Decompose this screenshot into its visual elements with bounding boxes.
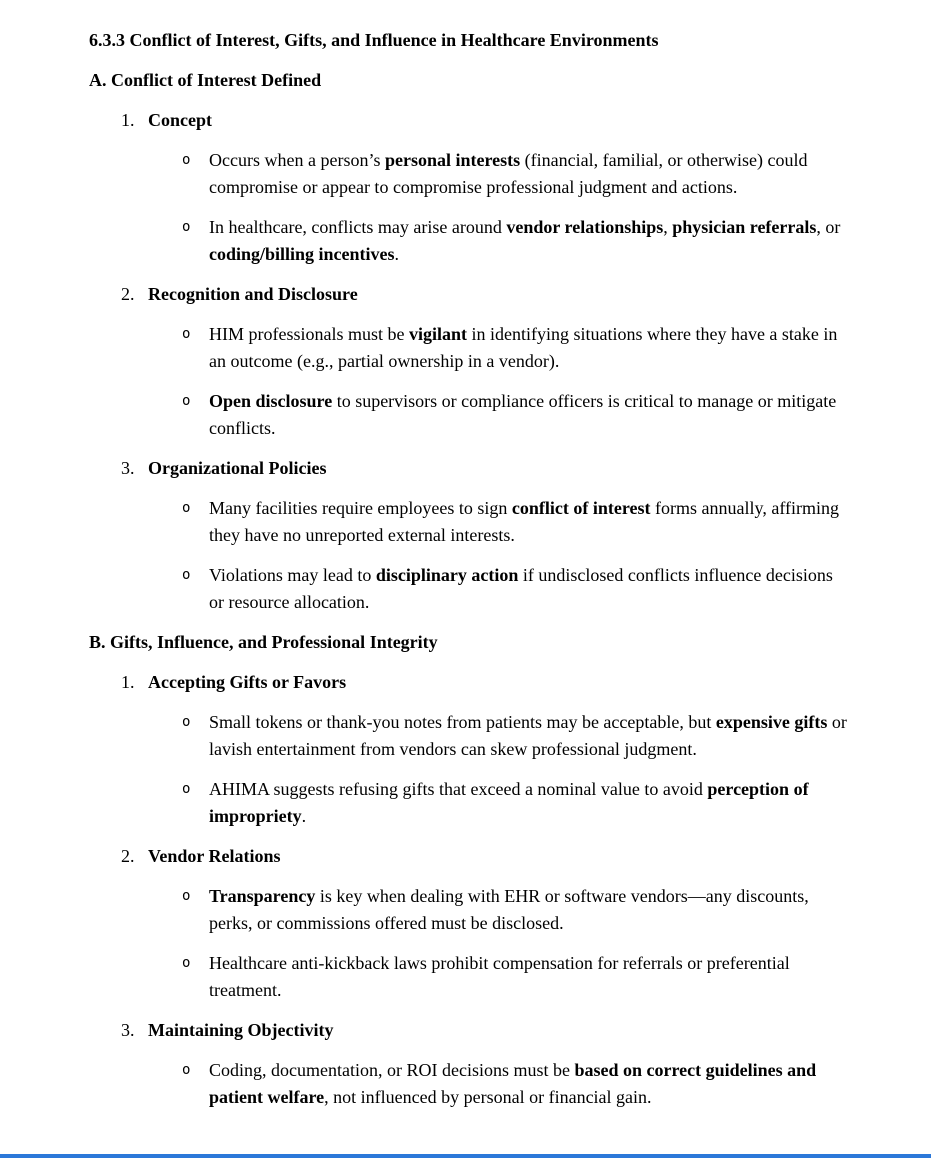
list-item-number: 1.	[121, 672, 135, 692]
bullet-item	[89, 883, 851, 937]
bullet-text: Many facilities require employees to sign conflict of interest forms annually, affirming they have no unreported external interests.	[209, 498, 840, 545]
list-item-label: Recognition and Disclosure	[148, 284, 358, 304]
bullet-item	[89, 776, 851, 830]
document-title: 6.3.3 Conflict of Interest, Gifts, and Influence in Healthcare Environments	[89, 30, 659, 50]
bullet-marker-icon: o	[182, 500, 191, 516]
bullet-marker-icon: o	[182, 393, 191, 409]
bullet-item	[89, 147, 851, 201]
bullet-text: Small tokens or thank-you notes from patients may be acceptable, but expensive gifts or lavish entertainment from vendors can skew professional judgment.	[209, 712, 847, 759]
bullet-text: HIM professionals must be vigilant in identifying situations where they have a stake in an outcome (e.g., partial ownership in a vendor).	[209, 324, 838, 371]
bullet-marker-icon: o	[182, 326, 191, 342]
numbered-list-item	[89, 669, 851, 696]
bullet-text: Open disclosure to supervisors or compliance officers is critical to manage or mitigate conflicts.	[209, 391, 837, 438]
numbered-list-item	[89, 455, 851, 482]
bottom-accent-line	[0, 1154, 931, 1158]
bullet-item	[89, 321, 851, 375]
numbered-list-item	[89, 1017, 851, 1044]
bullet-text: AHIMA suggests refusing gifts that exceed a nominal value to avoid perception of impropriety.	[209, 779, 809, 826]
section-heading: A. Conflict of Interest Defined	[89, 70, 322, 90]
list-item-number: 1.	[121, 110, 135, 130]
bullet-marker-icon: o	[182, 781, 191, 797]
bullet-text: Violations may lead to disciplinary action if undisclosed conflicts influence decisions or resource allocation.	[209, 565, 833, 612]
bullet-item	[89, 388, 851, 442]
bullet-text: In healthcare, conflicts may arise around vendor relationships, physician referrals, or coding/billing incentives.	[209, 217, 841, 264]
list-item-label: Maintaining Objectivity	[148, 1020, 334, 1040]
list-item-number: 2.	[121, 284, 135, 304]
section-heading: B. Gifts, Influence, and Professional Integrity	[89, 632, 438, 652]
list-item-label: Concept	[148, 110, 212, 130]
bullet-text: Transparency is key when dealing with EHR or software vendors—any discounts, perks, or commissions offered must be disclosed.	[209, 886, 809, 933]
bullet-item	[89, 562, 851, 616]
list-item-number: 3.	[121, 458, 135, 478]
bullet-marker-icon: o	[182, 714, 191, 730]
bullet-marker-icon: o	[182, 888, 191, 904]
bullet-item	[89, 950, 851, 1004]
bullet-text: Occurs when a person’s personal interests (financial, familial, or otherwise) could compromise or appear to compromise professional judgment and actions.	[209, 150, 808, 197]
bullet-marker-icon: o	[182, 219, 191, 235]
bullet-marker-icon: o	[182, 567, 191, 583]
bullet-text: Healthcare anti-kickback laws prohibit compensation for referrals or preferential treatment.	[209, 953, 790, 1000]
list-item-label: Organizational Policies	[148, 458, 327, 478]
bullet-marker-icon: o	[182, 152, 191, 168]
bullet-item	[89, 1057, 851, 1111]
bullet-item	[89, 709, 851, 763]
numbered-list-item	[89, 843, 851, 870]
list-item-label: Accepting Gifts or Favors	[148, 672, 347, 692]
bullet-text: Coding, documentation, or ROI decisions must be based on correct guidelines and patient welfare, not influenced by personal or financial gain.	[209, 1060, 817, 1107]
bullet-item	[89, 495, 851, 549]
list-item-label: Vendor Relations	[148, 846, 281, 866]
bullet-marker-icon: o	[182, 1062, 191, 1078]
list-item-number: 2.	[121, 846, 135, 866]
bullet-item	[89, 214, 851, 268]
numbered-list-item	[89, 107, 851, 134]
document-body	[89, 67, 851, 1111]
list-item-number: 3.	[121, 1020, 135, 1040]
numbered-list-item	[89, 281, 851, 308]
bullet-marker-icon: o	[182, 955, 191, 971]
